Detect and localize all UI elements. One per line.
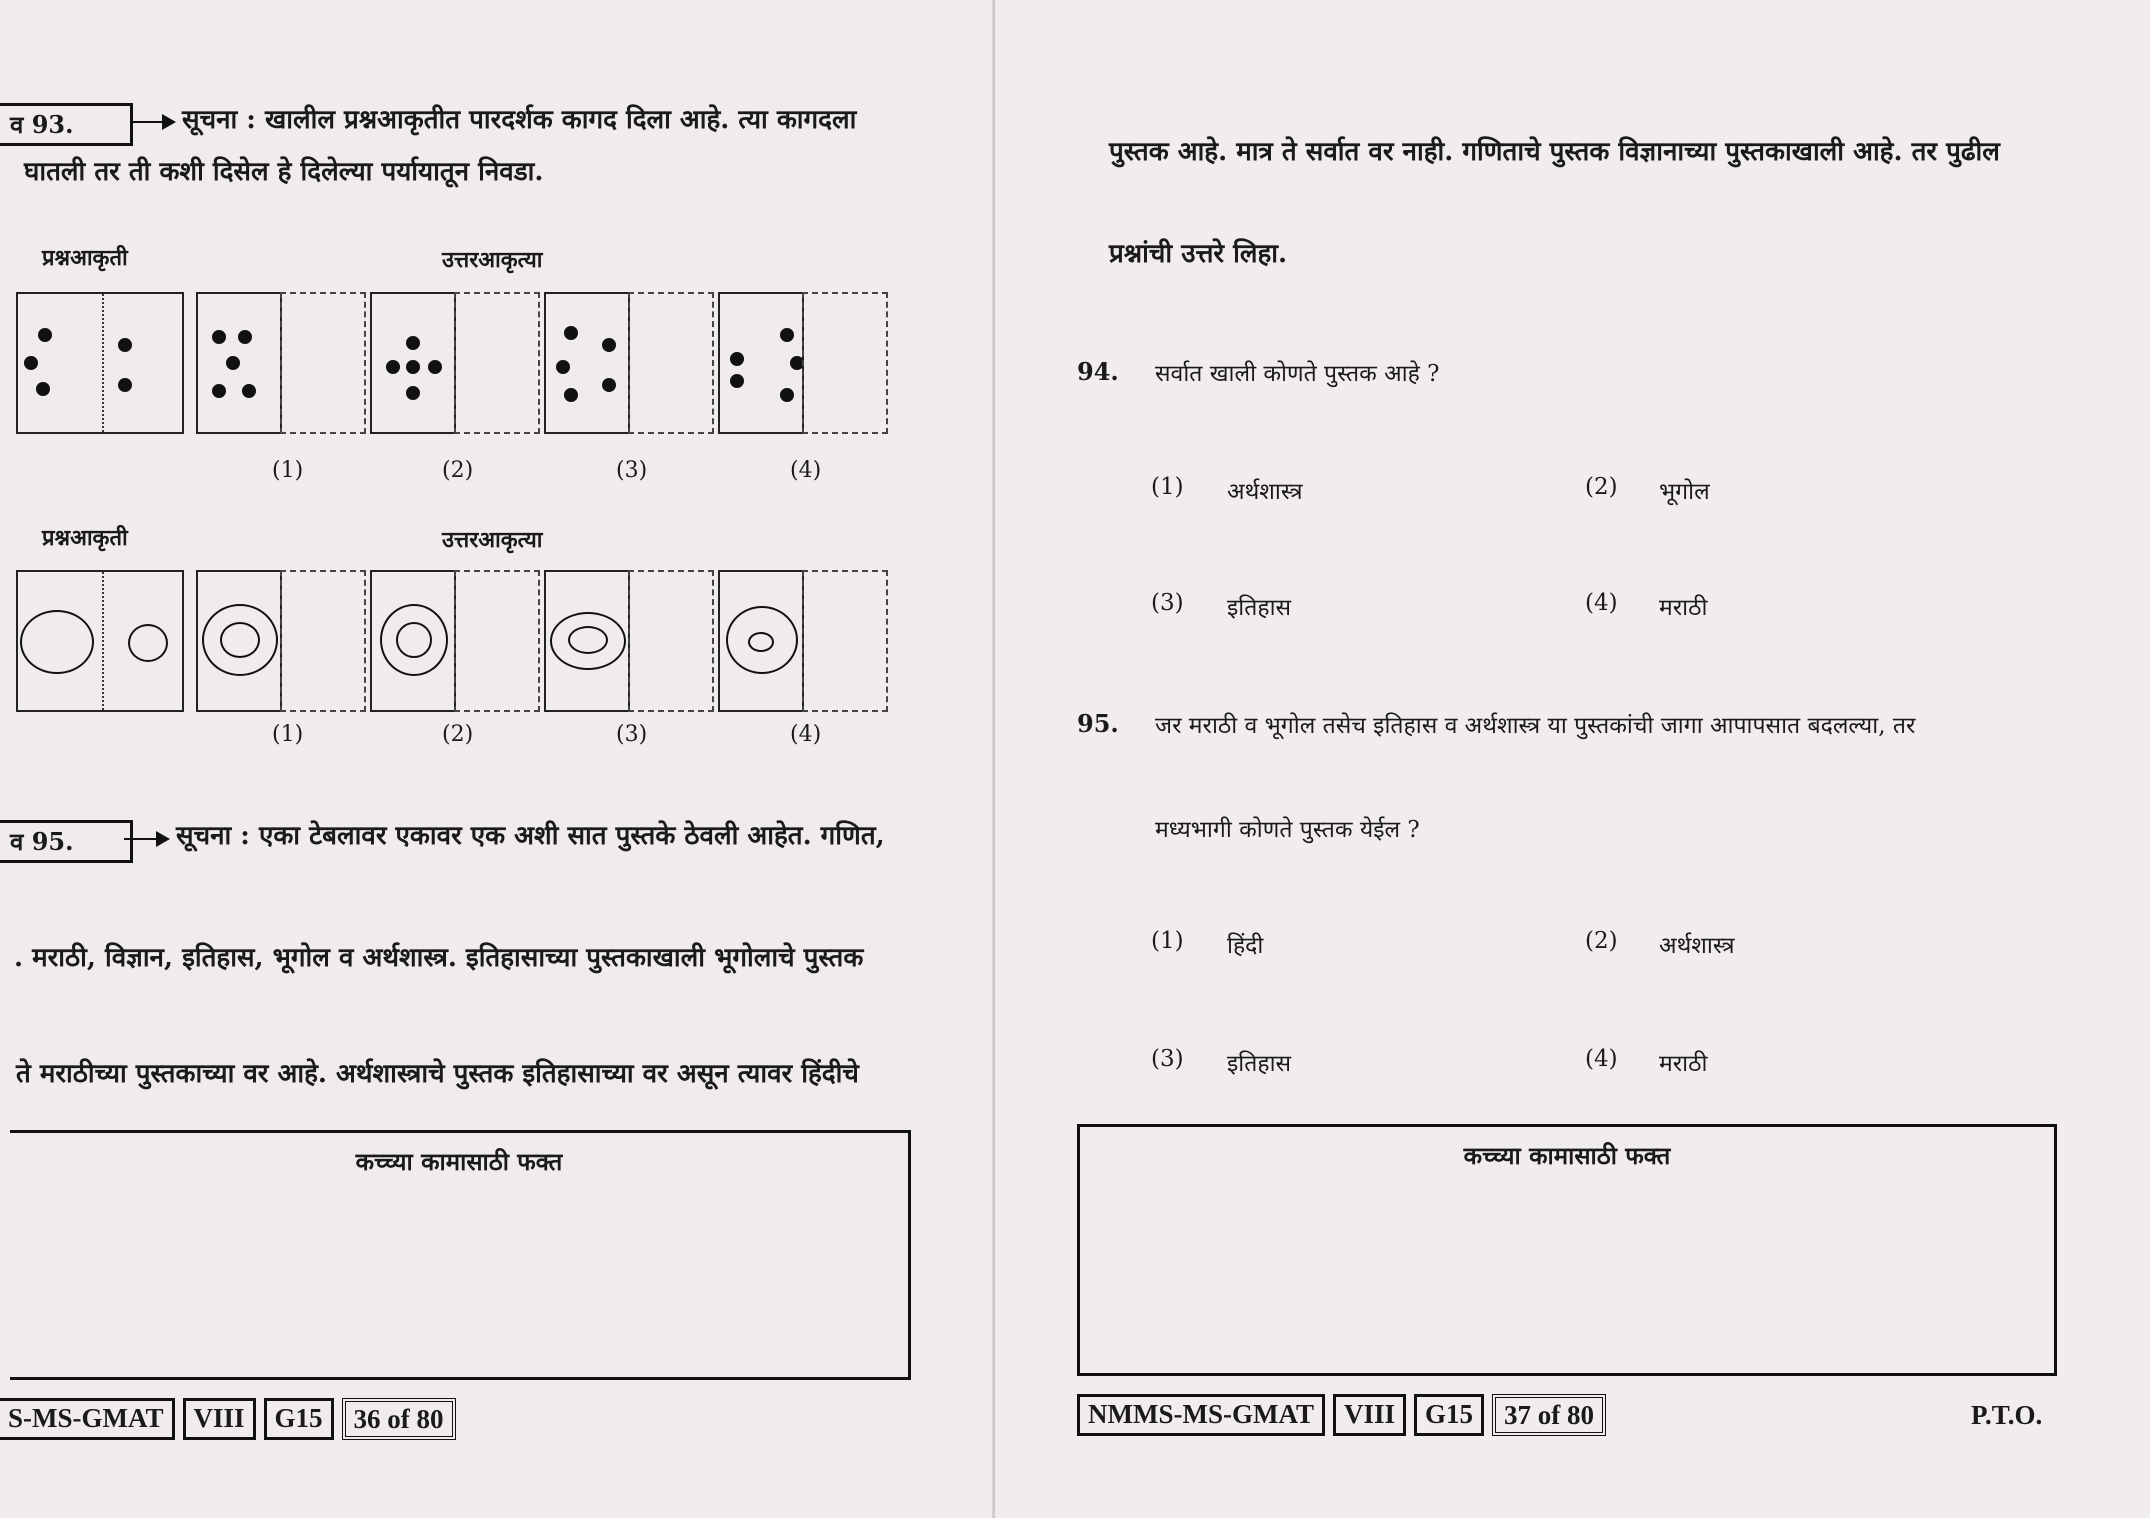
circle: [20, 610, 94, 674]
option-2-label: (2): [442, 722, 474, 747]
answer-figure-1-4[interactable]: [718, 292, 804, 434]
footer-code: NMMS-MS-GMAT: [1077, 1394, 1325, 1436]
circle: [220, 622, 260, 658]
question-figure-2: [16, 570, 184, 712]
q95-option-4-number[interactable]: (4): [1585, 1046, 1618, 1072]
dot: [564, 388, 578, 402]
question-figure-label: प्रश्नआकृती: [42, 525, 128, 551]
dot: [118, 378, 132, 392]
question-94-text: सर्वात खाली कोणते पुस्तक आहे ?: [1155, 361, 1440, 387]
answer-figures-label: उत्तरआकृत्या: [442, 527, 543, 553]
instruction-95-line-2: . मराठी, विज्ञान, इतिहास, भूगोल व अर्थशास्त्र. इतिहासाच्या पुस्तकाखाली भूगोलाचे पुस्तक: [14, 943, 864, 973]
option-3-label: (3): [616, 458, 648, 483]
question-95-text: जर मराठी व भूगोल तसेच इतिहास व अर्थशास्त्र या पुस्तकांची जागा आपापसात बदलल्या, तर: [1155, 713, 1916, 739]
q94-option-3-number[interactable]: (3): [1151, 590, 1184, 616]
dot: [386, 360, 400, 374]
question-95-text-2: मध्यभागी कोणते पुस्तक येईल ?: [1155, 817, 1420, 843]
q94-option-4-number[interactable]: (4): [1585, 590, 1618, 616]
dot: [780, 328, 794, 342]
q95-option-2-number[interactable]: (2): [1585, 928, 1618, 954]
question-figure-1: [16, 292, 184, 434]
instruction-continuation-2: प्रश्नांची उत्तरे लिहा.: [1109, 239, 1288, 269]
arrow-icon: [130, 121, 172, 123]
dot: [406, 360, 420, 374]
dot: [24, 356, 38, 370]
question-range-text: व 95.: [10, 827, 74, 856]
footer: [1077, 1394, 1606, 1436]
right-page: [995, 0, 2150, 1518]
pto-label: P.T.O.: [1971, 1400, 2043, 1430]
option-2-label: (2): [442, 458, 474, 483]
question-range-95: [0, 820, 133, 863]
answer-figure-2-4[interactable]: [718, 570, 804, 712]
dot: [730, 374, 744, 388]
arrow-icon: [124, 838, 166, 840]
circle: [396, 622, 432, 658]
q95-option-3-number[interactable]: (3): [1151, 1046, 1184, 1072]
instruction-continuation-1: पुस्तक आहे. मात्र ते सर्वात वर नाही. गणिताचे पुस्तक विज्ञानाच्या पुस्तकाखाली आहे. तर पुढील: [1109, 137, 2000, 167]
option-1-label: (1): [272, 722, 304, 747]
option-1-label: (1): [272, 458, 304, 483]
rough-work-title: कच्च्या कामासाठी फक्त: [1463, 1141, 1671, 1170]
answer-figure-2-1[interactable]: [196, 570, 282, 712]
footer-class: VIII: [1333, 1394, 1406, 1436]
dot: [406, 386, 420, 400]
circle: [568, 626, 608, 654]
option-4-label: (4): [790, 722, 822, 747]
question-95-number: 95.: [1077, 709, 1119, 738]
dot: [238, 330, 252, 344]
answer-figure-1-1-fold: [280, 292, 366, 434]
option-4-label: (4): [790, 458, 822, 483]
answer-figure-1-3-fold: [628, 292, 714, 434]
answer-figure-2-3[interactable]: [544, 570, 630, 712]
answer-figure-2-3-fold: [628, 570, 714, 712]
footer-class: VIII: [183, 1398, 256, 1440]
option-3-label: (3): [616, 722, 648, 747]
fold-line: [102, 572, 104, 710]
instruction-93-line-2: घातली तर ती कशी दिसेल हे दिलेल्या पर्यायातून निवडा.: [24, 157, 544, 187]
instruction-95: सूचना : एका टेबलावर एकावर एक अशी सात पुस्तके ठेवली आहेत. गणित,: [176, 821, 885, 851]
q94-option-3-text[interactable]: इतिहास: [1227, 595, 1292, 621]
q95-option-4-text[interactable]: मराठी: [1659, 1051, 1708, 1077]
dot: [38, 328, 52, 342]
q95-option-1-text[interactable]: हिंदी: [1227, 933, 1264, 959]
answer-figures-label: उत्तरआकृत्या: [442, 247, 543, 273]
footer: [0, 1398, 456, 1440]
answer-figure-1-4-fold: [802, 292, 888, 434]
dot: [118, 338, 132, 352]
dot: [242, 384, 256, 398]
answer-figure-2-2-fold: [454, 570, 540, 712]
answer-figure-2-4-fold: [802, 570, 888, 712]
q95-option-2-text[interactable]: अर्थशास्त्र: [1659, 933, 1735, 959]
rough-work-title: कच्च्या कामासाठी फक्त: [355, 1147, 563, 1176]
dot: [406, 336, 420, 350]
q95-option-3-text[interactable]: इतिहास: [1227, 1051, 1292, 1077]
dot: [730, 352, 744, 366]
q94-option-1-text[interactable]: अर्थशास्त्र: [1227, 479, 1303, 505]
instruction-95-line-3: ते मराठीच्या पुस्तकाच्या वर आहे. अर्थशास्त्राचे पुस्तक इतिहासाच्या वर असून त्यावर हिंदीचे: [16, 1059, 859, 1089]
dot: [602, 378, 616, 392]
answer-figure-1-1[interactable]: [196, 292, 282, 434]
circle: [128, 624, 168, 662]
q94-option-1-number[interactable]: (1): [1151, 474, 1184, 500]
question-94-number: 94.: [1077, 357, 1119, 386]
dot: [428, 360, 442, 374]
answer-figure-1-3[interactable]: [544, 292, 630, 434]
q95-option-1-number[interactable]: (1): [1151, 928, 1184, 954]
left-page: [0, 0, 995, 1518]
footer-page: 36 of 80: [342, 1398, 456, 1440]
footer-series: G15: [264, 1398, 334, 1440]
footer-code: S-MS-GMAT: [0, 1398, 175, 1440]
dot: [226, 356, 240, 370]
dot: [564, 326, 578, 340]
answer-figure-1-2-fold: [454, 292, 540, 434]
q94-option-4-text[interactable]: मराठी: [1659, 595, 1708, 621]
dot: [36, 382, 50, 396]
instruction-93: सूचना : खालील प्रश्नआकृतीत पारदर्शक कागद दिला आहे. त्या कागदला: [182, 105, 857, 135]
dot: [780, 388, 794, 402]
footer-series: G15: [1414, 1394, 1484, 1436]
answer-figure-1-2[interactable]: [370, 292, 456, 434]
question-range-text: व 93.: [10, 110, 74, 139]
rough-work-box[interactable]: [10, 1130, 911, 1380]
dot: [212, 330, 226, 344]
circle: [748, 632, 774, 652]
rough-work-box[interactable]: [1077, 1124, 2057, 1376]
answer-figure-2-1-fold: [280, 570, 366, 712]
dot: [602, 338, 616, 352]
dot: [212, 384, 226, 398]
question-figure-label: प्रश्नआकृती: [42, 245, 128, 271]
footer-page: 37 of 80: [1492, 1394, 1606, 1436]
fold-line: [102, 294, 104, 432]
answer-figure-2-2[interactable]: [370, 570, 456, 712]
q94-option-2-number[interactable]: (2): [1585, 474, 1618, 500]
question-range-93: [0, 103, 133, 146]
dot: [556, 360, 570, 374]
q94-option-2-text[interactable]: भूगोल: [1659, 479, 1710, 505]
